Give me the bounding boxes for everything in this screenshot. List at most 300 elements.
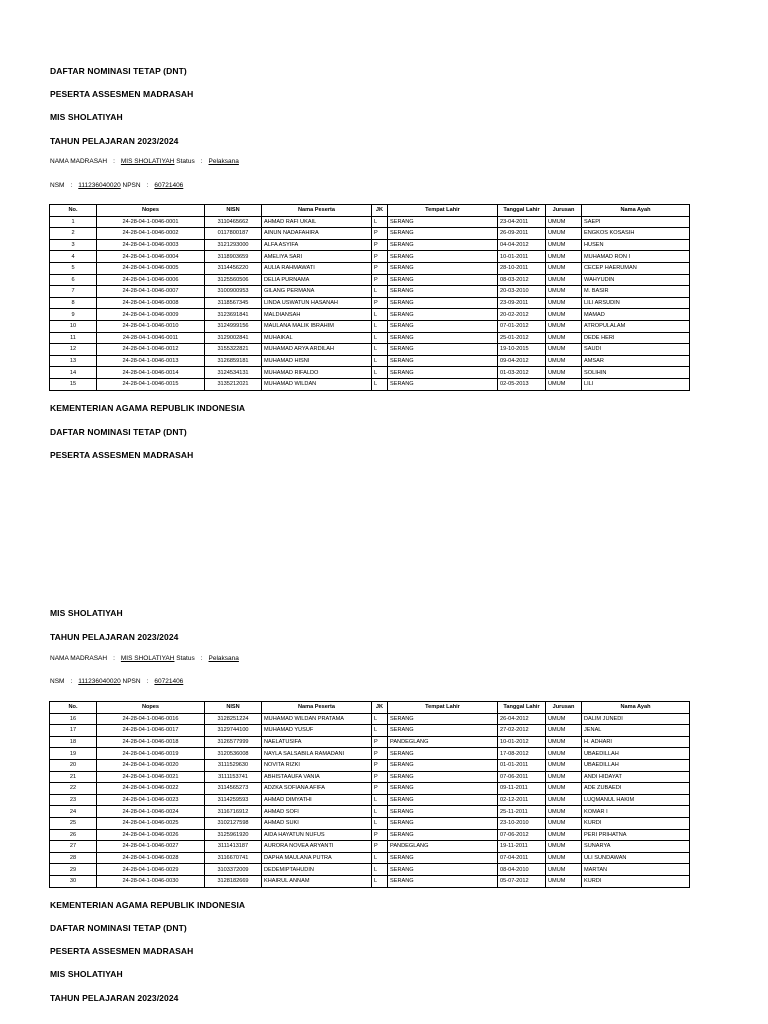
- ministry-heading: KEMENTERIAN AGAMA REPUBLIK INDONESIA: [50, 900, 246, 910]
- cell-nopes: 24-28-04-1-0046-0001: [97, 216, 205, 228]
- cell-jk: L: [372, 794, 388, 806]
- cell-nopes: 24-28-04-1-0046-0002: [97, 228, 205, 240]
- cell-tempat-lahir: PANDEGLANG: [388, 736, 498, 748]
- cell-nama-peserta: DAPHA MAULANA PUTRA: [262, 852, 372, 864]
- cell-nama-peserta: MUHAMAD YUSUF: [262, 725, 372, 737]
- table-row: [50, 378, 690, 390]
- table-row: [50, 852, 690, 864]
- cell-tanggal-lahir: 27-02-2012: [498, 725, 546, 737]
- cell-nisn: 3118903659: [205, 251, 262, 263]
- cell-tanggal-lahir: 01-03-2012: [498, 367, 546, 379]
- cell-tempat-lahir: SERANG: [388, 228, 498, 240]
- cell-nisn: 3123691841: [205, 309, 262, 321]
- cell-no: 26: [50, 829, 97, 841]
- cell-nisn: 3110465662: [205, 216, 262, 228]
- cell-jk: P: [372, 841, 388, 853]
- cell-nama-ayah: UBAEDILLAH: [582, 759, 690, 771]
- cell-jurusan: UMUM: [546, 355, 582, 367]
- cell-tempat-lahir: SERANG: [388, 320, 498, 332]
- cell-tanggal-lahir: 26-09-2011: [498, 228, 546, 240]
- cell-nama-peserta: AINUN NADAFAHIRA: [262, 228, 372, 240]
- cell-nopes: 24-28-04-1-0046-0004: [97, 251, 205, 263]
- cell-jurusan: UMUM: [546, 725, 582, 737]
- cell-nisn: 3118567345: [205, 297, 262, 309]
- cell-nama-ayah: KURDI: [582, 875, 690, 887]
- table-row: [50, 344, 690, 356]
- cell-jk: L: [372, 817, 388, 829]
- cell-nama-peserta: AIDA HAYATUN NUFUS: [262, 829, 372, 841]
- cell-jk: L: [372, 367, 388, 379]
- status-value: Pelaksana: [208, 158, 239, 165]
- nsm-value: 111236040020: [78, 678, 121, 685]
- cell-nisn: 3155322821: [205, 344, 262, 356]
- table-row: [50, 297, 690, 309]
- cell-nama-ayah: CECEP HAERUMAN: [582, 262, 690, 274]
- cell-jurusan: UMUM: [546, 274, 582, 286]
- nsm-value: 111236040020: [78, 182, 121, 189]
- col-header-jk: JK: [372, 702, 388, 714]
- cell-nisn: 3126859181: [205, 355, 262, 367]
- col-header-nama-ayah: Nama Ayah: [582, 702, 690, 714]
- cell-nopes: 24-28-04-1-0046-0029: [97, 864, 205, 876]
- cell-jk: L: [372, 725, 388, 737]
- madrasah-value: MIS SHOLATIYAH: [120, 158, 175, 165]
- cell-tanggal-lahir: 19-10-2015: [498, 344, 546, 356]
- table-row: [50, 817, 690, 829]
- cell-jk: P: [372, 736, 388, 748]
- cell-tanggal-lahir: 23-04-2011: [498, 216, 546, 228]
- cell-nama-ayah: SAEPI: [582, 216, 690, 228]
- cell-jk: L: [372, 713, 388, 725]
- cell-tanggal-lahir: 09-11-2011: [498, 783, 546, 795]
- cell-nama-peserta: AMELIYA SARI: [262, 251, 372, 263]
- cell-nopes: 24-28-04-1-0046-0011: [97, 332, 205, 344]
- table-row: [50, 216, 690, 228]
- cell-nisn: 3128182669: [205, 875, 262, 887]
- cell-jurusan: UMUM: [546, 332, 582, 344]
- cell-tanggal-lahir: 20-02-2012: [498, 309, 546, 321]
- cell-no: 13: [50, 355, 97, 367]
- col-header-nopes: Nopes: [97, 702, 205, 714]
- cell-jurusan: UMUM: [546, 794, 582, 806]
- participants-table-2: [49, 701, 690, 888]
- table-row: [50, 239, 690, 251]
- cell-nopes: 24-28-04-1-0046-0014: [97, 367, 205, 379]
- cell-tempat-lahir: SERANG: [388, 286, 498, 298]
- cell-tanggal-lahir: 10-01-2012: [498, 736, 546, 748]
- cell-nopes: 24-28-04-1-0046-0010: [97, 320, 205, 332]
- col-header-tanggal-lahir: Tanggal Lahir: [498, 205, 546, 217]
- cell-nisn: 3114456220: [205, 262, 262, 274]
- cell-nama-peserta: MUHAMAD WILDAN PRATAMA: [262, 713, 372, 725]
- cell-nopes: 24-28-04-1-0046-0030: [97, 875, 205, 887]
- cell-nama-peserta: MALDIANSAH: [262, 309, 372, 321]
- cell-tanggal-lahir: 08-04-2010: [498, 864, 546, 876]
- cell-tempat-lahir: SERANG: [388, 875, 498, 887]
- cell-no: 21: [50, 771, 97, 783]
- ministry-heading: KEMENTERIAN AGAMA REPUBLIK INDONESIA: [50, 403, 246, 413]
- cell-jurusan: UMUM: [546, 239, 582, 251]
- cell-no: 1: [50, 216, 97, 228]
- cell-no: 29: [50, 864, 97, 876]
- status-label: Status: [176, 655, 195, 662]
- cell-no: 10: [50, 320, 97, 332]
- cell-tanggal-lahir: 01-01-2011: [498, 759, 546, 771]
- cell-nama-ayah: MAMAD: [582, 309, 690, 321]
- cell-no: 27: [50, 841, 97, 853]
- cell-nama-peserta: MUHAMAD HISNI: [262, 355, 372, 367]
- cell-jurusan: UMUM: [546, 852, 582, 864]
- table-row: [50, 262, 690, 274]
- col-header-jurusan: Jurusan: [546, 702, 582, 714]
- nsm-label: NSM: [50, 182, 65, 189]
- cell-nama-ayah: M. BASIR: [582, 286, 690, 298]
- table-row: [50, 806, 690, 818]
- cell-nisn: 3128251224: [205, 713, 262, 725]
- cell-nama-ayah: LILI ARSUDIN: [582, 297, 690, 309]
- cell-tempat-lahir: SERANG: [388, 262, 498, 274]
- cell-nama-peserta: MUHAIKAL: [262, 332, 372, 344]
- cell-nama-peserta: ABHISTAAUFA VANIA: [262, 771, 372, 783]
- cell-jk: L: [372, 344, 388, 356]
- cell-nisn: 3114565273: [205, 783, 262, 795]
- table-row: [50, 748, 690, 760]
- cell-tanggal-lahir: 25-01-2012: [498, 332, 546, 344]
- npsn-label: NPSN: [122, 182, 141, 189]
- cell-jurusan: UMUM: [546, 841, 582, 853]
- table-row: [50, 367, 690, 379]
- cell-nopes: 24-28-04-1-0046-0019: [97, 748, 205, 760]
- cell-nama-peserta: NAYLA SALSABILA RAMADANI: [262, 748, 372, 760]
- cell-tempat-lahir: SERANG: [388, 378, 498, 390]
- cell-no: 2: [50, 228, 97, 240]
- cell-nopes: 24-28-04-1-0046-0007: [97, 286, 205, 298]
- cell-jurusan: UMUM: [546, 286, 582, 298]
- cell-jk: P: [372, 239, 388, 251]
- col-header-tempat-lahir: Tempat Lahir: [388, 702, 498, 714]
- cell-jurusan: UMUM: [546, 228, 582, 240]
- cell-nama-peserta: AHMAD SOFI: [262, 806, 372, 818]
- col-header-nama-peserta: Nama Peserta: [262, 702, 372, 714]
- cell-tanggal-lahir: 10-01-2011: [498, 251, 546, 263]
- cell-tanggal-lahir: 23-10-2010: [498, 817, 546, 829]
- cell-nama-ayah: ADE ZUBAEDI: [582, 783, 690, 795]
- cell-tempat-lahir: SERANG: [388, 332, 498, 344]
- cell-no: 17: [50, 725, 97, 737]
- cell-tanggal-lahir: 26-04-2012: [498, 713, 546, 725]
- table-row: [50, 783, 690, 795]
- status-label: Status: [176, 158, 195, 165]
- cell-jurusan: UMUM: [546, 297, 582, 309]
- table-header-row: [50, 702, 690, 714]
- cell-tempat-lahir: SERANG: [388, 216, 498, 228]
- col-header-nama-peserta: Nama Peserta: [262, 205, 372, 217]
- table-row: [50, 286, 690, 298]
- cell-tempat-lahir: SERANG: [388, 251, 498, 263]
- cell-nopes: 24-28-04-1-0046-0026: [97, 829, 205, 841]
- cell-nopes: 24-28-04-1-0046-0027: [97, 841, 205, 853]
- cell-tempat-lahir: SERANG: [388, 367, 498, 379]
- cell-tempat-lahir: SERANG: [388, 864, 498, 876]
- cell-nama-ayah: KOMAR I: [582, 806, 690, 818]
- cell-jurusan: UMUM: [546, 748, 582, 760]
- cell-nama-ayah: UBAEDILLAH: [582, 748, 690, 760]
- cell-nopes: 24-28-04-1-0046-0025: [97, 817, 205, 829]
- cell-nama-peserta: AHMAD RAFI UKAIL: [262, 216, 372, 228]
- cell-tempat-lahir: SERANG: [388, 355, 498, 367]
- cell-tanggal-lahir: 07-01-2012: [498, 320, 546, 332]
- cell-nisn: 3114259593: [205, 794, 262, 806]
- cell-nama-ayah: MUHAMAD RON I: [582, 251, 690, 263]
- cell-nama-ayah: DALIM JUNEDI: [582, 713, 690, 725]
- cell-jk: P: [372, 262, 388, 274]
- participants-table-1: [49, 204, 690, 391]
- nsm-label: NSM: [50, 678, 65, 685]
- col-header-nama-ayah: Nama Ayah: [582, 205, 690, 217]
- cell-jk: P: [372, 829, 388, 841]
- cell-no: 15: [50, 378, 97, 390]
- cell-tempat-lahir: SERANG: [388, 713, 498, 725]
- col-header-jurusan: Jurusan: [546, 205, 582, 217]
- cell-jk: L: [372, 355, 388, 367]
- school-name: MIS SHOLATIYAH: [50, 969, 123, 979]
- cell-jk: P: [372, 748, 388, 760]
- academic-year: TAHUN PELAJARAN 2023/2024: [50, 136, 179, 146]
- col-header-no: No.: [50, 205, 97, 217]
- cell-jk: P: [372, 783, 388, 795]
- cell-jk: L: [372, 216, 388, 228]
- cell-nama-ayah: SOLIHIN: [582, 367, 690, 379]
- cell-jk: L: [372, 378, 388, 390]
- cell-jk: L: [372, 320, 388, 332]
- doc-subtitle: PESERTA ASSESMEN MADRASAH: [50, 450, 194, 460]
- cell-tempat-lahir: SERANG: [388, 783, 498, 795]
- cell-jurusan: UMUM: [546, 759, 582, 771]
- colon: :: [200, 158, 203, 165]
- cell-nopes: 24-28-04-1-0046-0017: [97, 725, 205, 737]
- cell-jurusan: UMUM: [546, 875, 582, 887]
- cell-tempat-lahir: SERANG: [388, 817, 498, 829]
- madrasah-value: MIS SHOLATIYAH: [120, 655, 175, 662]
- colon: :: [146, 678, 149, 685]
- cell-nopes: 24-28-04-1-0046-0023: [97, 794, 205, 806]
- cell-tanggal-lahir: 09-04-2012: [498, 355, 546, 367]
- npsn-label: NPSN: [122, 678, 141, 685]
- cell-nisn: 3116670741: [205, 852, 262, 864]
- cell-no: 23: [50, 794, 97, 806]
- cell-nopes: 24-28-04-1-0046-0024: [97, 806, 205, 818]
- table-row: [50, 875, 690, 887]
- cell-nama-ayah: SAUDI: [582, 344, 690, 356]
- cell-nisn: 3126577999: [205, 736, 262, 748]
- cell-nama-ayah: JENAL: [582, 725, 690, 737]
- col-header-jk: JK: [372, 205, 388, 217]
- cell-nisn: 3129002841: [205, 332, 262, 344]
- cell-jurusan: UMUM: [546, 344, 582, 356]
- cell-jurusan: UMUM: [546, 864, 582, 876]
- cell-jk: P: [372, 759, 388, 771]
- cell-nopes: 24-28-04-1-0046-0022: [97, 783, 205, 795]
- cell-jk: L: [372, 852, 388, 864]
- doc-title: DAFTAR NOMINASI TETAP (DNT): [50, 66, 187, 76]
- cell-nisn: 3125961920: [205, 829, 262, 841]
- cell-nama-ayah: ENGKOS KOSASIH: [582, 228, 690, 240]
- cell-nama-ayah: DEDE HERI: [582, 332, 690, 344]
- cell-no: 28: [50, 852, 97, 864]
- cell-nopes: 24-28-04-1-0046-0020: [97, 759, 205, 771]
- cell-nama-ayah: SUNARYA: [582, 841, 690, 853]
- cell-jurusan: UMUM: [546, 216, 582, 228]
- cell-nisn: 3100900953: [205, 286, 262, 298]
- table-row: [50, 320, 690, 332]
- cell-nama-ayah: ANDI HIDAYAT: [582, 771, 690, 783]
- madrasah-label: NAMA MADRASAH: [50, 655, 108, 662]
- cell-nisn: 3125560506: [205, 274, 262, 286]
- col-header-nisn: NISN: [205, 702, 262, 714]
- cell-nisn: 3103372009: [205, 864, 262, 876]
- cell-nisn: 3120536008: [205, 748, 262, 760]
- cell-jk: L: [372, 286, 388, 298]
- cell-nama-ayah: H. ADHARI: [582, 736, 690, 748]
- table-row: [50, 251, 690, 263]
- col-header-tanggal-lahir: Tanggal Lahir: [498, 702, 546, 714]
- cell-jurusan: UMUM: [546, 309, 582, 321]
- doc-title: DAFTAR NOMINASI TETAP (DNT): [50, 427, 187, 437]
- cell-tempat-lahir: PANDEGLANG: [388, 841, 498, 853]
- madrasah-info-line: [50, 655, 239, 662]
- table-row: [50, 736, 690, 748]
- cell-nopes: 24-28-04-1-0046-0016: [97, 713, 205, 725]
- cell-no: 18: [50, 736, 97, 748]
- cell-no: 22: [50, 783, 97, 795]
- status-value: Pelaksana: [208, 655, 239, 662]
- table-row: [50, 725, 690, 737]
- cell-nama-peserta: KHAIRUL ANNAM: [262, 875, 372, 887]
- cell-tanggal-lahir: 04-04-2012: [498, 239, 546, 251]
- cell-tempat-lahir: SERANG: [388, 297, 498, 309]
- table-row: [50, 864, 690, 876]
- cell-nama-ayah: ATROPULALAM: [582, 320, 690, 332]
- cell-jurusan: UMUM: [546, 378, 582, 390]
- npsn-value: 60721406: [154, 182, 184, 189]
- cell-jk: P: [372, 274, 388, 286]
- cell-tempat-lahir: SERANG: [388, 852, 498, 864]
- cell-nama-peserta: NOVITA RIZKI: [262, 759, 372, 771]
- cell-jk: P: [372, 771, 388, 783]
- cell-tanggal-lahir: 20-03-2010: [498, 286, 546, 298]
- cell-no: 4: [50, 251, 97, 263]
- doc-subtitle: PESERTA ASSESMEN MADRASAH: [50, 946, 194, 956]
- cell-no: 5: [50, 262, 97, 274]
- cell-jurusan: UMUM: [546, 829, 582, 841]
- cell-tanggal-lahir: 28-10-2011: [498, 262, 546, 274]
- cell-tanggal-lahir: 19-11-2011: [498, 841, 546, 853]
- cell-tanggal-lahir: 25-11-2011: [498, 806, 546, 818]
- cell-no: 6: [50, 274, 97, 286]
- cell-jurusan: UMUM: [546, 367, 582, 379]
- cell-nopes: 24-28-04-1-0046-0009: [97, 309, 205, 321]
- table-row: [50, 228, 690, 240]
- table-row: [50, 794, 690, 806]
- cell-no: 8: [50, 297, 97, 309]
- cell-nisn: 3111413187: [205, 841, 262, 853]
- cell-jk: L: [372, 875, 388, 887]
- cell-nama-peserta: AURORA NOVEA ARYANTI: [262, 841, 372, 853]
- cell-tempat-lahir: SERANG: [388, 239, 498, 251]
- cell-tempat-lahir: SERANG: [388, 309, 498, 321]
- cell-nama-peserta: NAELATUSIFA: [262, 736, 372, 748]
- cell-tanggal-lahir: 05-07-2012: [498, 875, 546, 887]
- cell-tanggal-lahir: 07-06-2012: [498, 829, 546, 841]
- table-row: [50, 759, 690, 771]
- cell-nopes: 24-28-04-1-0046-0006: [97, 274, 205, 286]
- cell-nama-peserta: MUHAMAD WILDAN: [262, 378, 372, 390]
- colon: :: [70, 678, 73, 685]
- col-header-nopes: Nopes: [97, 205, 205, 217]
- cell-nama-peserta: AULIA RAHMAWATI: [262, 262, 372, 274]
- table-row: [50, 771, 690, 783]
- cell-nopes: 24-28-04-1-0046-0005: [97, 262, 205, 274]
- cell-no: 25: [50, 817, 97, 829]
- table-row: [50, 841, 690, 853]
- colon: :: [113, 158, 115, 165]
- cell-tempat-lahir: SERANG: [388, 725, 498, 737]
- cell-nama-ayah: MARTAN: [582, 864, 690, 876]
- cell-nopes: 24-28-04-1-0046-0021: [97, 771, 205, 783]
- cell-tempat-lahir: SERANG: [388, 759, 498, 771]
- cell-no: 20: [50, 759, 97, 771]
- cell-tanggal-lahir: 02-05-2013: [498, 378, 546, 390]
- cell-tanggal-lahir: 07-06-2011: [498, 771, 546, 783]
- cell-nisn: 3129744100: [205, 725, 262, 737]
- cell-nama-peserta: ALFA ASYIFA: [262, 239, 372, 251]
- cell-jk: L: [372, 309, 388, 321]
- cell-nisn: 3116716912: [205, 806, 262, 818]
- cell-no: 3: [50, 239, 97, 251]
- colon: :: [200, 655, 203, 662]
- cell-nopes: 24-28-04-1-0046-0003: [97, 239, 205, 251]
- cell-jk: P: [372, 228, 388, 240]
- cell-jk: L: [372, 332, 388, 344]
- cell-no: 30: [50, 875, 97, 887]
- nsm-info-line: [50, 182, 183, 189]
- cell-nama-peserta: AHMAD DIMYATHI: [262, 794, 372, 806]
- table-row: [50, 713, 690, 725]
- cell-nama-ayah: WAHYUDIN: [582, 274, 690, 286]
- cell-tempat-lahir: SERANG: [388, 748, 498, 760]
- cell-nama-peserta: DELIA PURNAMA: [262, 274, 372, 286]
- table-row: [50, 309, 690, 321]
- cell-no: 11: [50, 332, 97, 344]
- cell-no: 19: [50, 748, 97, 760]
- cell-no: 16: [50, 713, 97, 725]
- col-header-tempat-lahir: Tempat Lahir: [388, 205, 498, 217]
- cell-jurusan: UMUM: [546, 713, 582, 725]
- cell-nisn: 3111529630: [205, 759, 262, 771]
- cell-jk: L: [372, 864, 388, 876]
- cell-nopes: 24-28-04-1-0046-0015: [97, 378, 205, 390]
- cell-tempat-lahir: SERANG: [388, 274, 498, 286]
- cell-nisn: 3124534131: [205, 367, 262, 379]
- table-row: [50, 829, 690, 841]
- cell-jurusan: UMUM: [546, 736, 582, 748]
- cell-nama-ayah: KURDI: [582, 817, 690, 829]
- cell-nopes: 24-28-04-1-0046-0012: [97, 344, 205, 356]
- cell-jurusan: UMUM: [546, 320, 582, 332]
- cell-jurusan: UMUM: [546, 251, 582, 263]
- cell-nisn: 3135212021: [205, 378, 262, 390]
- cell-nama-ayah: LUQMANUL HAKIM: [582, 794, 690, 806]
